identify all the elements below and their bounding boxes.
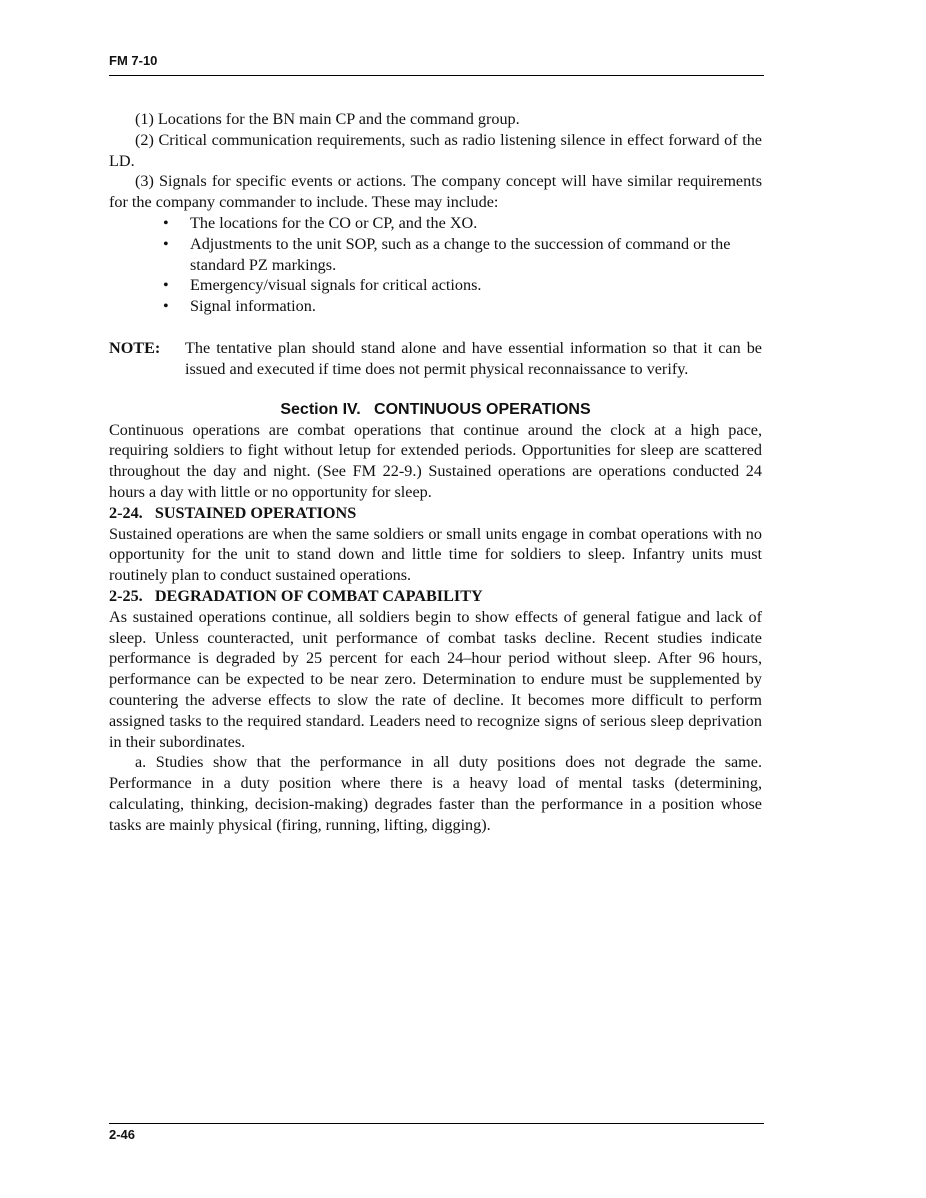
page-body (109, 109, 762, 836)
intro-item-2: (2) Critical communication requirements, such as radio listening silence in effect forward of the LD. (109, 130, 762, 170)
running-header: FM 7-10 (109, 53, 158, 68)
section-title: Section IV. CONTINUOUS OPERATIONS (280, 400, 591, 418)
note-label: NOTE: (109, 338, 161, 357)
page-number: 2-46 (109, 1127, 136, 1142)
footer-rule (109, 1123, 764, 1124)
bullet-item (163, 213, 762, 234)
paragraph-heading-2-25: 2-25. DEGRADATION OF COMBAT CAPABILITY (109, 586, 483, 605)
subparagraph-a: a. Studies show that the performance in all duty positions does not degrade the same. Performance in a duty position where there is a heavy load of mental tasks (determining, calculating, thinking, decision-making) degrades faster than the performance in a position whose tasks are mainly physical (firing, running, lifting, digging). (109, 753, 762, 834)
note-text: The tentative plan should stand alone and have essential information so that it can be issued and executed if time does not permit physical reconnaissance to verify. (185, 338, 762, 378)
bullet-item (163, 296, 762, 317)
bullet-item (163, 234, 762, 276)
header-rule (109, 75, 764, 76)
signal-bullet-list (109, 213, 762, 317)
paragraph-heading-2-24: 2-24. SUSTAINED OPERATIONS (109, 503, 357, 522)
paragraph-body-2-25: As sustained operations continue, all soldiers begin to show effects of general fatigue and lack of sleep. Unless counteracted, unit performance of combat tasks decline. Recent studies indicate performance is degraded by 25 percent for each 24–hour period without sleep. After 96 hours, performance can be expected to be near zero. Determination to endure must be supplemented by countering the adverse effects to slow the rate of decline. It becomes more difficult to perform assigned tasks to the required standard. Leaders need to recognize signs of serious sleep deprivation in their subordinates. (109, 607, 762, 751)
paragraph-body-2-24: Sustained operations are when the same soldiers or small units engage in combat operations with no opportunity for the unit to stand down and little time for soldiers to sleep. Infantry units must routinely plan to conduct sustained operations. (109, 524, 762, 585)
bullet-icon: • (163, 213, 169, 232)
intro-item-1: (1) Locations for the BN main CP and the command group. (135, 110, 520, 128)
bullet-icon: • (163, 297, 169, 316)
section-body: Continuous operations are combat operations that continue around the clock at a high pace, requiring soldiers to fight without letup for extended periods. Opportunities for sleep are scattered throughout the day and night. (See FM 22-9.) Sustained operations are operations conducted 24 hours a day with little or no opportunity for sleep. (109, 420, 762, 501)
bullet-text: Signal information. (190, 297, 316, 316)
bullet-icon: • (163, 234, 169, 253)
note-block (109, 338, 762, 380)
bullet-text: Adjustments to the unit SOP, such as a change to the succession of command or the standard PZ markings. (190, 234, 731, 274)
bullet-item (163, 275, 762, 296)
bullet-text: The locations for the CO or CP, and the XO. (190, 213, 478, 232)
bullet-icon: • (163, 276, 169, 295)
bullet-text: Emergency/visual signals for critical actions. (190, 276, 482, 295)
intro-item-3: (3) Signals for specific events or actions. The company concept will have similar requirements for the company commander to include. These may include: (109, 172, 762, 212)
